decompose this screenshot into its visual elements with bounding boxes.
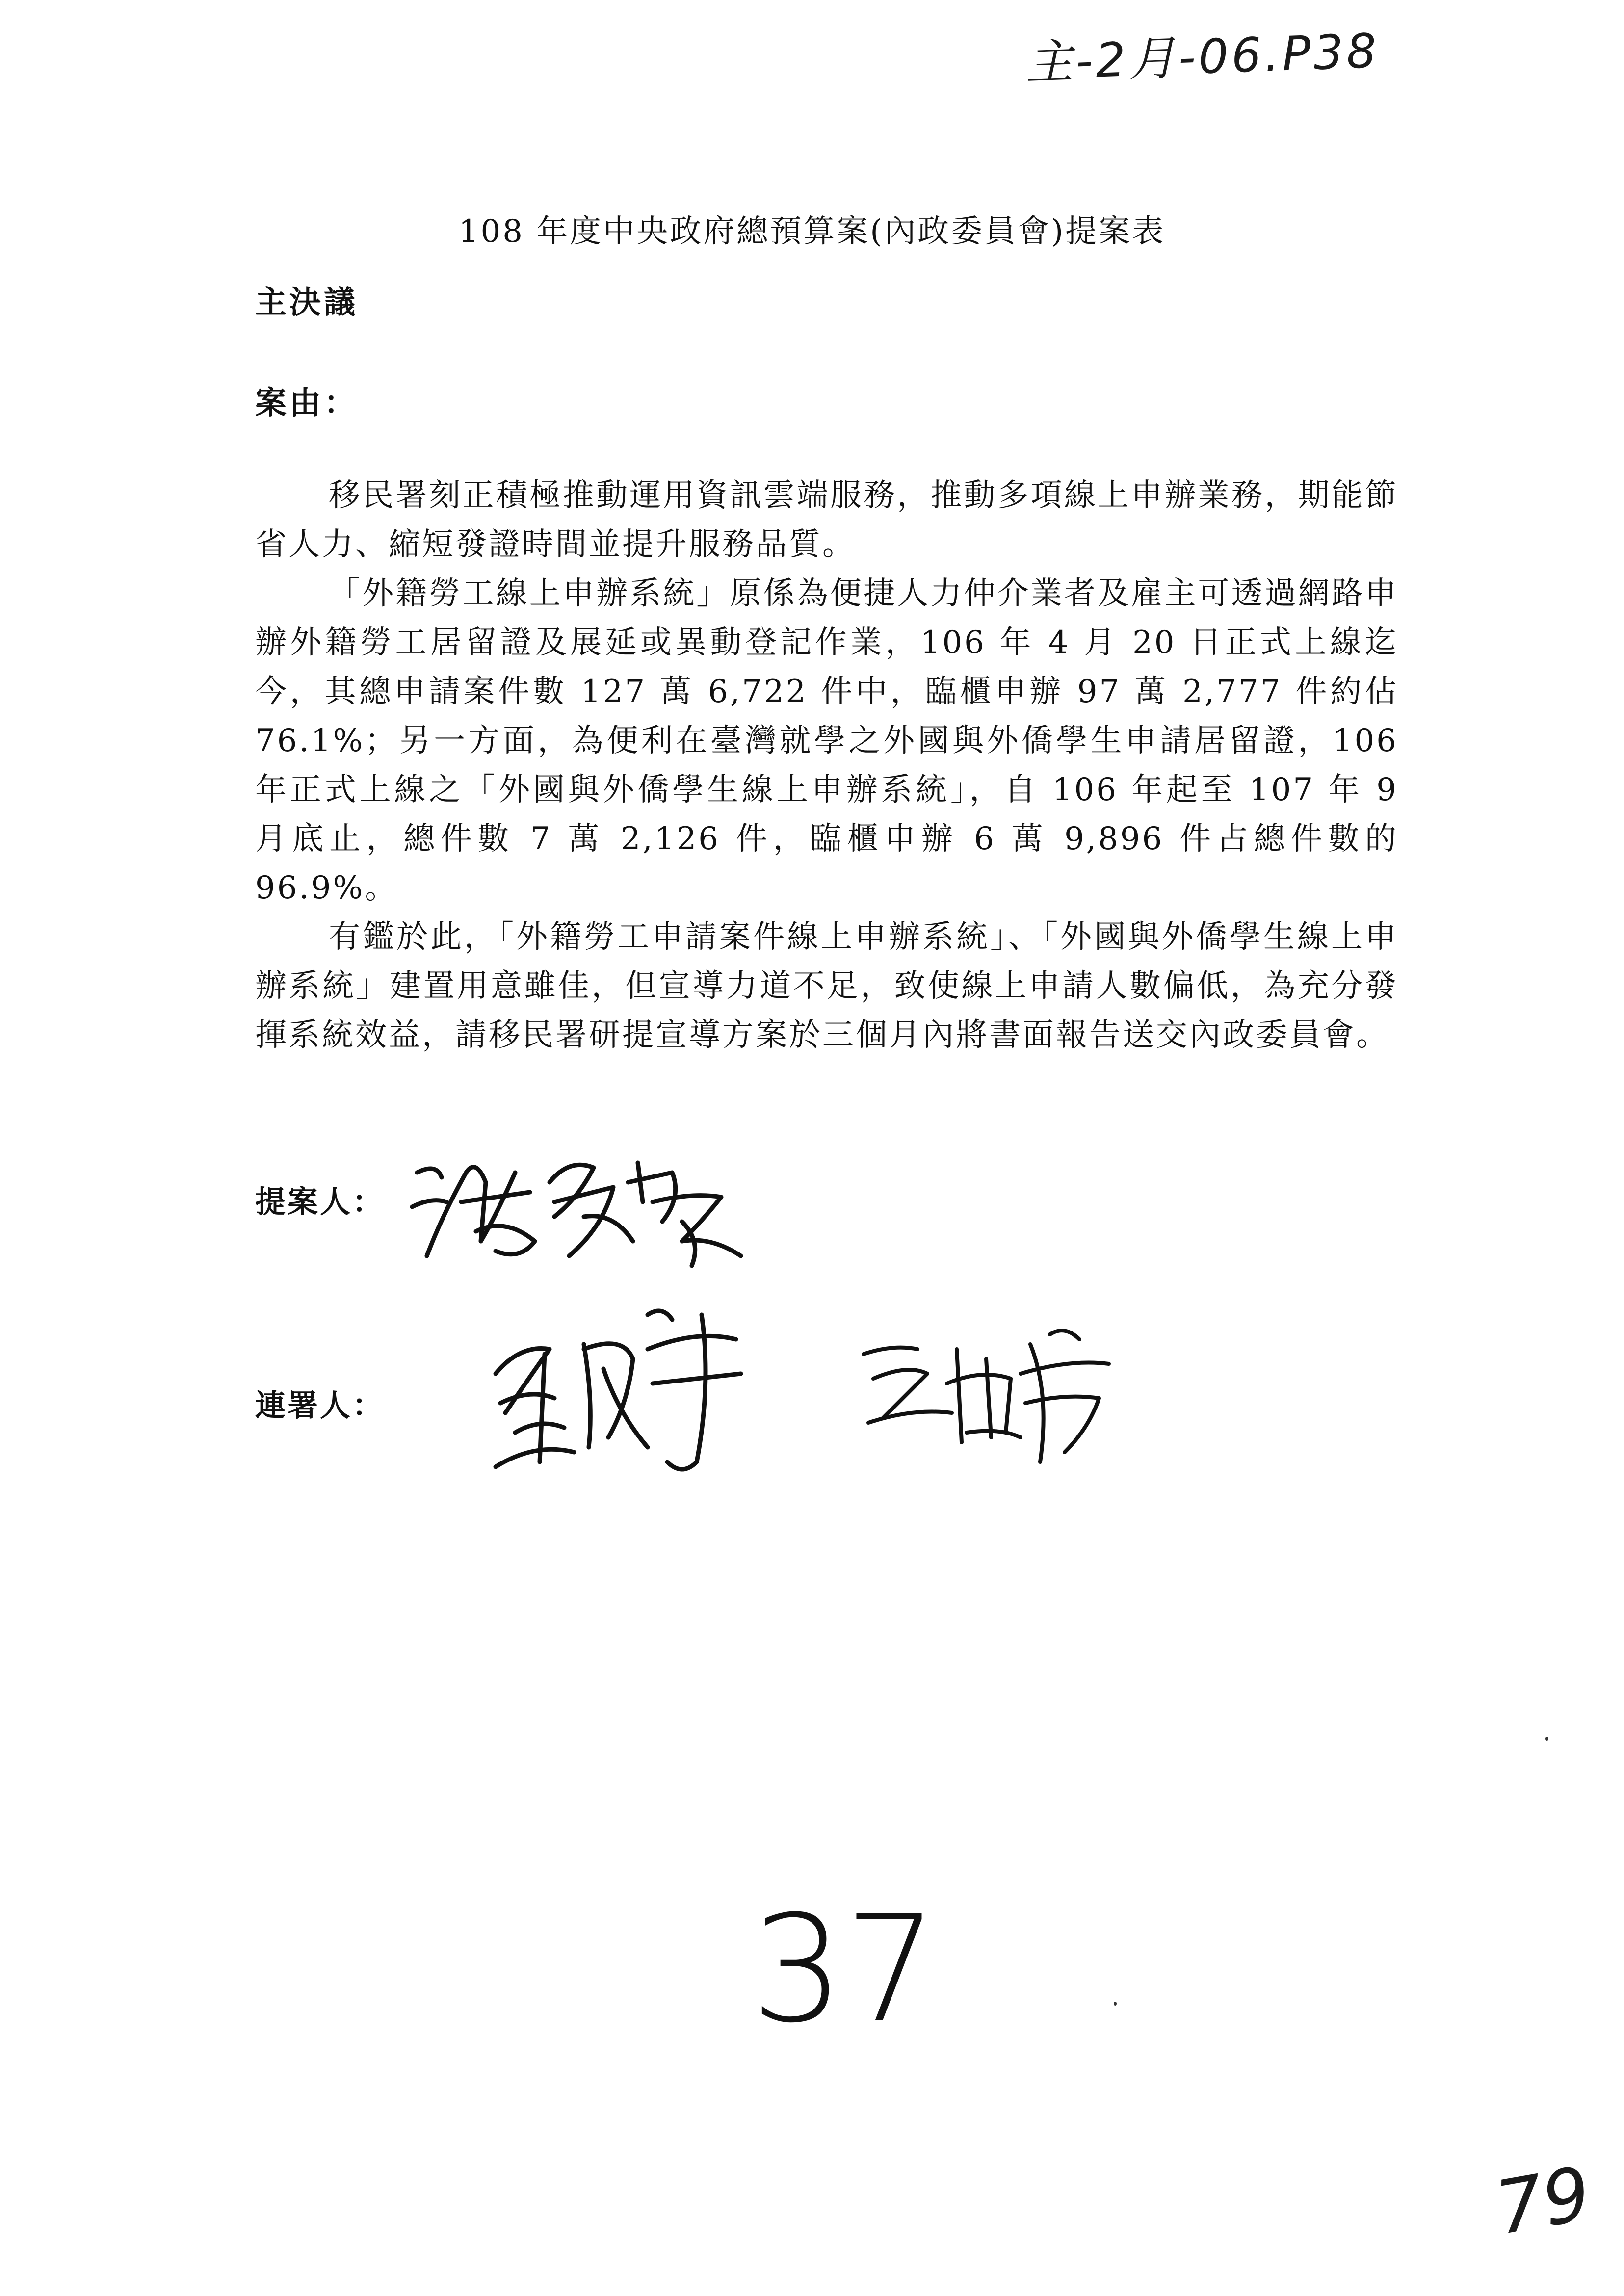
proposer-label: 提案人：	[255, 1184, 385, 1220]
resolution-type-label: 主決議	[255, 285, 358, 321]
document-title: 108 年度中央政府總預算案(內政委員會)提案表	[458, 213, 1166, 250]
case-body	[255, 471, 1398, 1060]
paragraph-1: 移民署刻正積極推動運用資訊雲端服務，推動多項線上申辦業務，期能節省人力、縮短發證時間並提升服務品質。	[255, 477, 1398, 563]
paragraph-3: 有鑑於此，「外籍勞工申請案件線上申辦系統」、「外國與外僑學生線上申辦系統」建置用意雖佳，但宣導力道不足，致使線上申請人數偏低，為充分發揮系統效益，請移民署研提宣導方案於三個月內將書面報告送交內政委員會。	[255, 919, 1398, 1053]
cosigner-signature-1	[486, 1285, 760, 1482]
scan-speck	[1114, 2002, 1117, 2006]
proposer-signature	[407, 1143, 760, 1271]
page-number: 37	[751, 1884, 938, 2055]
cosigner-label: 連署人：	[255, 1387, 385, 1423]
handwritten-reference-note: 主-2月-06.P38	[1024, 23, 1381, 91]
case-reason-label: 案由：	[255, 385, 358, 421]
corner-page-number: 79	[1490, 2151, 1597, 2252]
scan-speck	[1545, 1737, 1548, 1741]
paragraph-2: 「外籍勞工線上申辦系統」原係為便捷人力仲介業者及雇主可透過網路申辦外籍勞工居留證及展延或異動登記作業，106 年 4 月 20 日正式上線迄今，其總申請案件數 127 萬 6,722 件中，臨櫃申辦 97 萬 2,777 件約佔 76.1%；另一方面，為便利在臺灣就學之外國與外僑學生申請居留證，106 年正式上線之「外國與外僑學生線上申辦系統」，自 106 年起至 107 年 9 月底止，總件數 7 萬 2,126 件，臨櫃申辦 6 萬 9,896 件占總件數的 96.9%。	[255, 575, 1398, 906]
cosigner-signature-2	[854, 1315, 1128, 1472]
